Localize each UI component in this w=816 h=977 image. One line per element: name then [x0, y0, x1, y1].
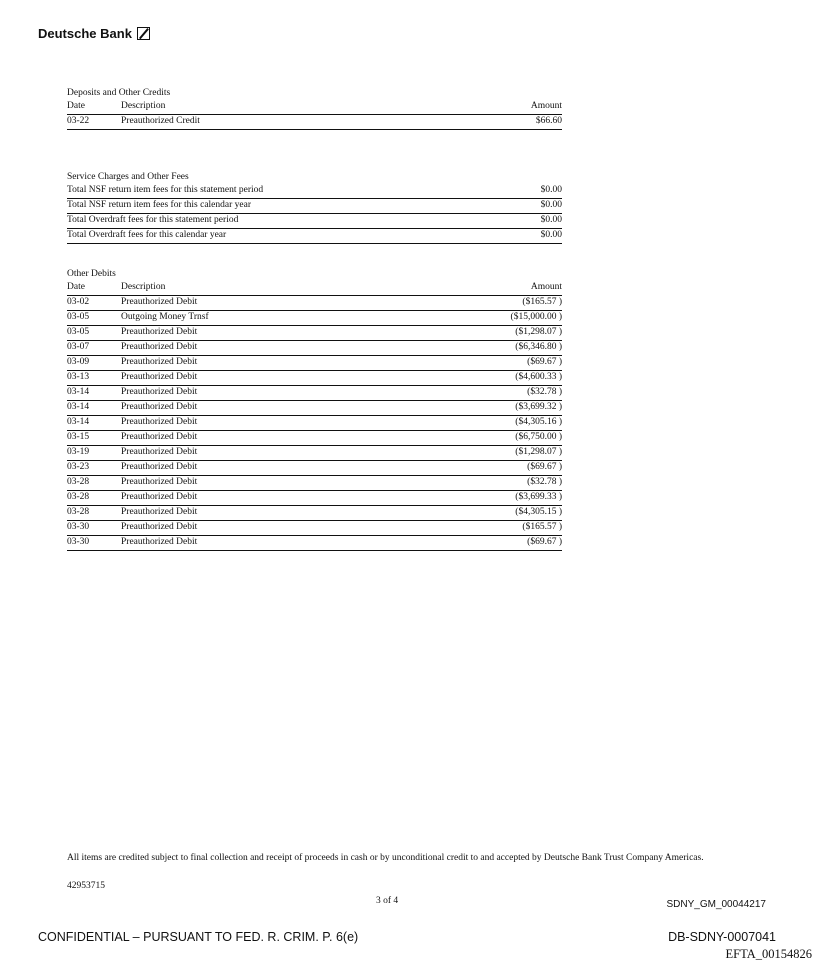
row-description: Preauthorized Debit — [121, 462, 198, 472]
row-description: Preauthorized Debit — [121, 492, 198, 502]
row-amount-cell — [442, 311, 562, 325]
row-amount: $0.00 — [540, 200, 562, 210]
table-row — [67, 371, 562, 386]
row-date: 03-19 — [67, 447, 90, 457]
row-date: 03-13 — [67, 372, 90, 382]
row-amount-cell — [442, 491, 562, 505]
table-row — [67, 521, 562, 536]
confidential-notice: CONFIDENTIAL – PURSUANT TO FED. R. CRIM. P. 6(e) — [38, 930, 359, 944]
row-amount-cell — [442, 536, 562, 550]
table-row — [67, 461, 562, 476]
table-row — [67, 184, 562, 199]
table-row — [67, 536, 562, 551]
fees-section — [67, 170, 562, 244]
row-amount: ($32.78 ) — [527, 476, 562, 489]
table-row — [67, 446, 562, 461]
sdny-bates-number: SDNY_GM_00044217 — [666, 899, 766, 910]
row-date: 03-15 — [67, 432, 90, 442]
debits-header-row — [67, 281, 562, 296]
row-amount: $0.00 — [540, 230, 562, 240]
efta-number: EFTA_00154826 — [725, 947, 812, 961]
row-date: 03-28 — [67, 477, 90, 487]
table-row — [67, 431, 562, 446]
row-date: 03-23 — [67, 462, 90, 472]
row-description: Preauthorized Debit — [121, 357, 198, 367]
table-row — [67, 476, 562, 491]
fees-title: Service Charges and Other Fees — [67, 172, 189, 182]
row-amount: $0.00 — [540, 215, 562, 225]
row-description: Preauthorized Debit — [121, 417, 198, 427]
row-date: 03-14 — [67, 387, 90, 397]
table-row — [67, 341, 562, 356]
debits-title: Other Debits — [67, 269, 116, 279]
row-amount-cell — [442, 296, 562, 310]
row-amount-cell — [442, 446, 562, 460]
row-date: 03-07 — [67, 342, 90, 352]
brand-name: Deutsche Bank — [38, 26, 132, 41]
row-date: 03-14 — [67, 417, 90, 427]
brand-header — [38, 26, 150, 41]
row-amount: ($4,600.33 ) — [515, 371, 562, 384]
row-amount: ($15,000.00 ) — [511, 311, 562, 324]
deposits-title: Deposits and Other Credits — [67, 88, 171, 98]
row-amount-cell — [442, 115, 562, 129]
row-amount-cell — [442, 431, 562, 445]
row-amount-cell — [442, 476, 562, 490]
table-row — [67, 506, 562, 521]
table-row — [67, 356, 562, 371]
row-description: Total NSF return item fees for this calendar year — [67, 200, 251, 210]
deposits-header-row — [67, 100, 562, 115]
description-header: Description — [121, 101, 166, 111]
row-amount-cell — [442, 386, 562, 400]
table-row — [67, 214, 562, 229]
row-amount: ($4,305.16 ) — [515, 416, 562, 429]
row-amount: ($69.67 ) — [527, 461, 562, 474]
row-date: 03-28 — [67, 507, 90, 517]
row-amount: ($3,699.33 ) — [515, 491, 562, 504]
table-row — [67, 326, 562, 341]
table-row — [67, 386, 562, 401]
table-row — [67, 296, 562, 311]
row-date: 03-02 — [67, 297, 90, 307]
row-date: 03-30 — [67, 522, 90, 532]
description-header: Description — [121, 282, 166, 292]
row-amount-cell — [442, 341, 562, 355]
table-row — [67, 416, 562, 431]
row-amount-cell — [442, 401, 562, 415]
row-description: Preauthorized Debit — [121, 537, 198, 547]
row-amount: ($32.78 ) — [527, 386, 562, 399]
account-code: 42953715 — [67, 881, 105, 891]
row-description: Preauthorized Debit — [121, 372, 198, 382]
debits-section — [67, 267, 562, 551]
row-amount-cell — [442, 521, 562, 535]
row-date: 03-05 — [67, 312, 90, 322]
table-row — [67, 115, 562, 130]
row-description: Preauthorized Debit — [121, 402, 198, 412]
table-row — [67, 199, 562, 214]
row-date: 03-09 — [67, 357, 90, 367]
row-date: 03-05 — [67, 327, 90, 337]
deposits-section — [67, 86, 562, 130]
row-amount: ($6,346.80 ) — [515, 341, 562, 354]
db-bates-number: DB-SDNY-0007041 — [668, 930, 776, 944]
row-description: Preauthorized Debit — [121, 387, 198, 397]
footer-note: All items are credited subject to final collection and receipt of proceeds in cash or by unconditional credit to and accepted by Deutsche Bank Trust Company Americas. — [67, 853, 704, 863]
row-description: Preauthorized Credit — [121, 116, 200, 126]
row-amount-cell — [472, 199, 562, 213]
row-description: Total Overdraft fees for this calendar year — [67, 230, 227, 240]
row-description: Total NSF return item fees for this statement period — [67, 185, 264, 195]
row-date: 03-30 — [67, 537, 90, 547]
row-amount-cell — [472, 214, 562, 228]
date-header: Date — [67, 101, 85, 111]
row-amount: ($3,699.32 ) — [515, 401, 562, 414]
row-amount: $0.00 — [540, 185, 562, 195]
row-amount-cell — [472, 184, 562, 198]
row-description: Preauthorized Debit — [121, 477, 198, 487]
deutsche-bank-logo-icon — [137, 27, 150, 40]
row-description: Preauthorized Debit — [121, 522, 198, 532]
date-header: Date — [67, 282, 85, 292]
table-row — [67, 311, 562, 326]
row-amount-cell — [442, 506, 562, 520]
row-amount-cell — [442, 416, 562, 430]
row-amount: ($165.57 ) — [522, 521, 562, 534]
row-amount: ($165.57 ) — [522, 296, 562, 309]
row-amount: ($1,298.07 ) — [515, 326, 562, 339]
row-amount: ($69.67 ) — [527, 356, 562, 369]
row-description: Preauthorized Debit — [121, 297, 198, 307]
row-amount-cell — [442, 326, 562, 340]
row-amount-cell — [442, 371, 562, 385]
amount-header: Amount — [530, 282, 562, 292]
row-amount-cell — [442, 461, 562, 475]
row-description: Preauthorized Debit — [121, 447, 198, 457]
row-amount: ($6,750.00 ) — [515, 431, 562, 444]
table-row — [67, 491, 562, 506]
row-amount: ($69.67 ) — [527, 536, 562, 549]
row-amount: ($1,298.07 ) — [515, 446, 562, 459]
row-amount-cell — [472, 229, 562, 243]
page-number: 3 of 4 — [376, 896, 399, 906]
row-description: Preauthorized Debit — [121, 432, 198, 442]
row-date: 03-22 — [67, 116, 90, 126]
row-date: 03-14 — [67, 402, 90, 412]
row-description: Preauthorized Debit — [121, 342, 198, 352]
table-row — [67, 229, 562, 244]
row-amount: ($4,305.15 ) — [515, 506, 562, 519]
table-row — [67, 401, 562, 416]
row-amount-cell — [442, 356, 562, 370]
row-description: Preauthorized Debit — [121, 327, 198, 337]
row-date: 03-28 — [67, 492, 90, 502]
row-description: Outgoing Money Trnsf — [121, 312, 209, 322]
row-amount: $66.60 — [535, 116, 562, 126]
amount-header: Amount — [530, 101, 562, 111]
row-description: Preauthorized Debit — [121, 507, 198, 517]
row-description: Total Overdraft fees for this statement period — [67, 215, 239, 225]
